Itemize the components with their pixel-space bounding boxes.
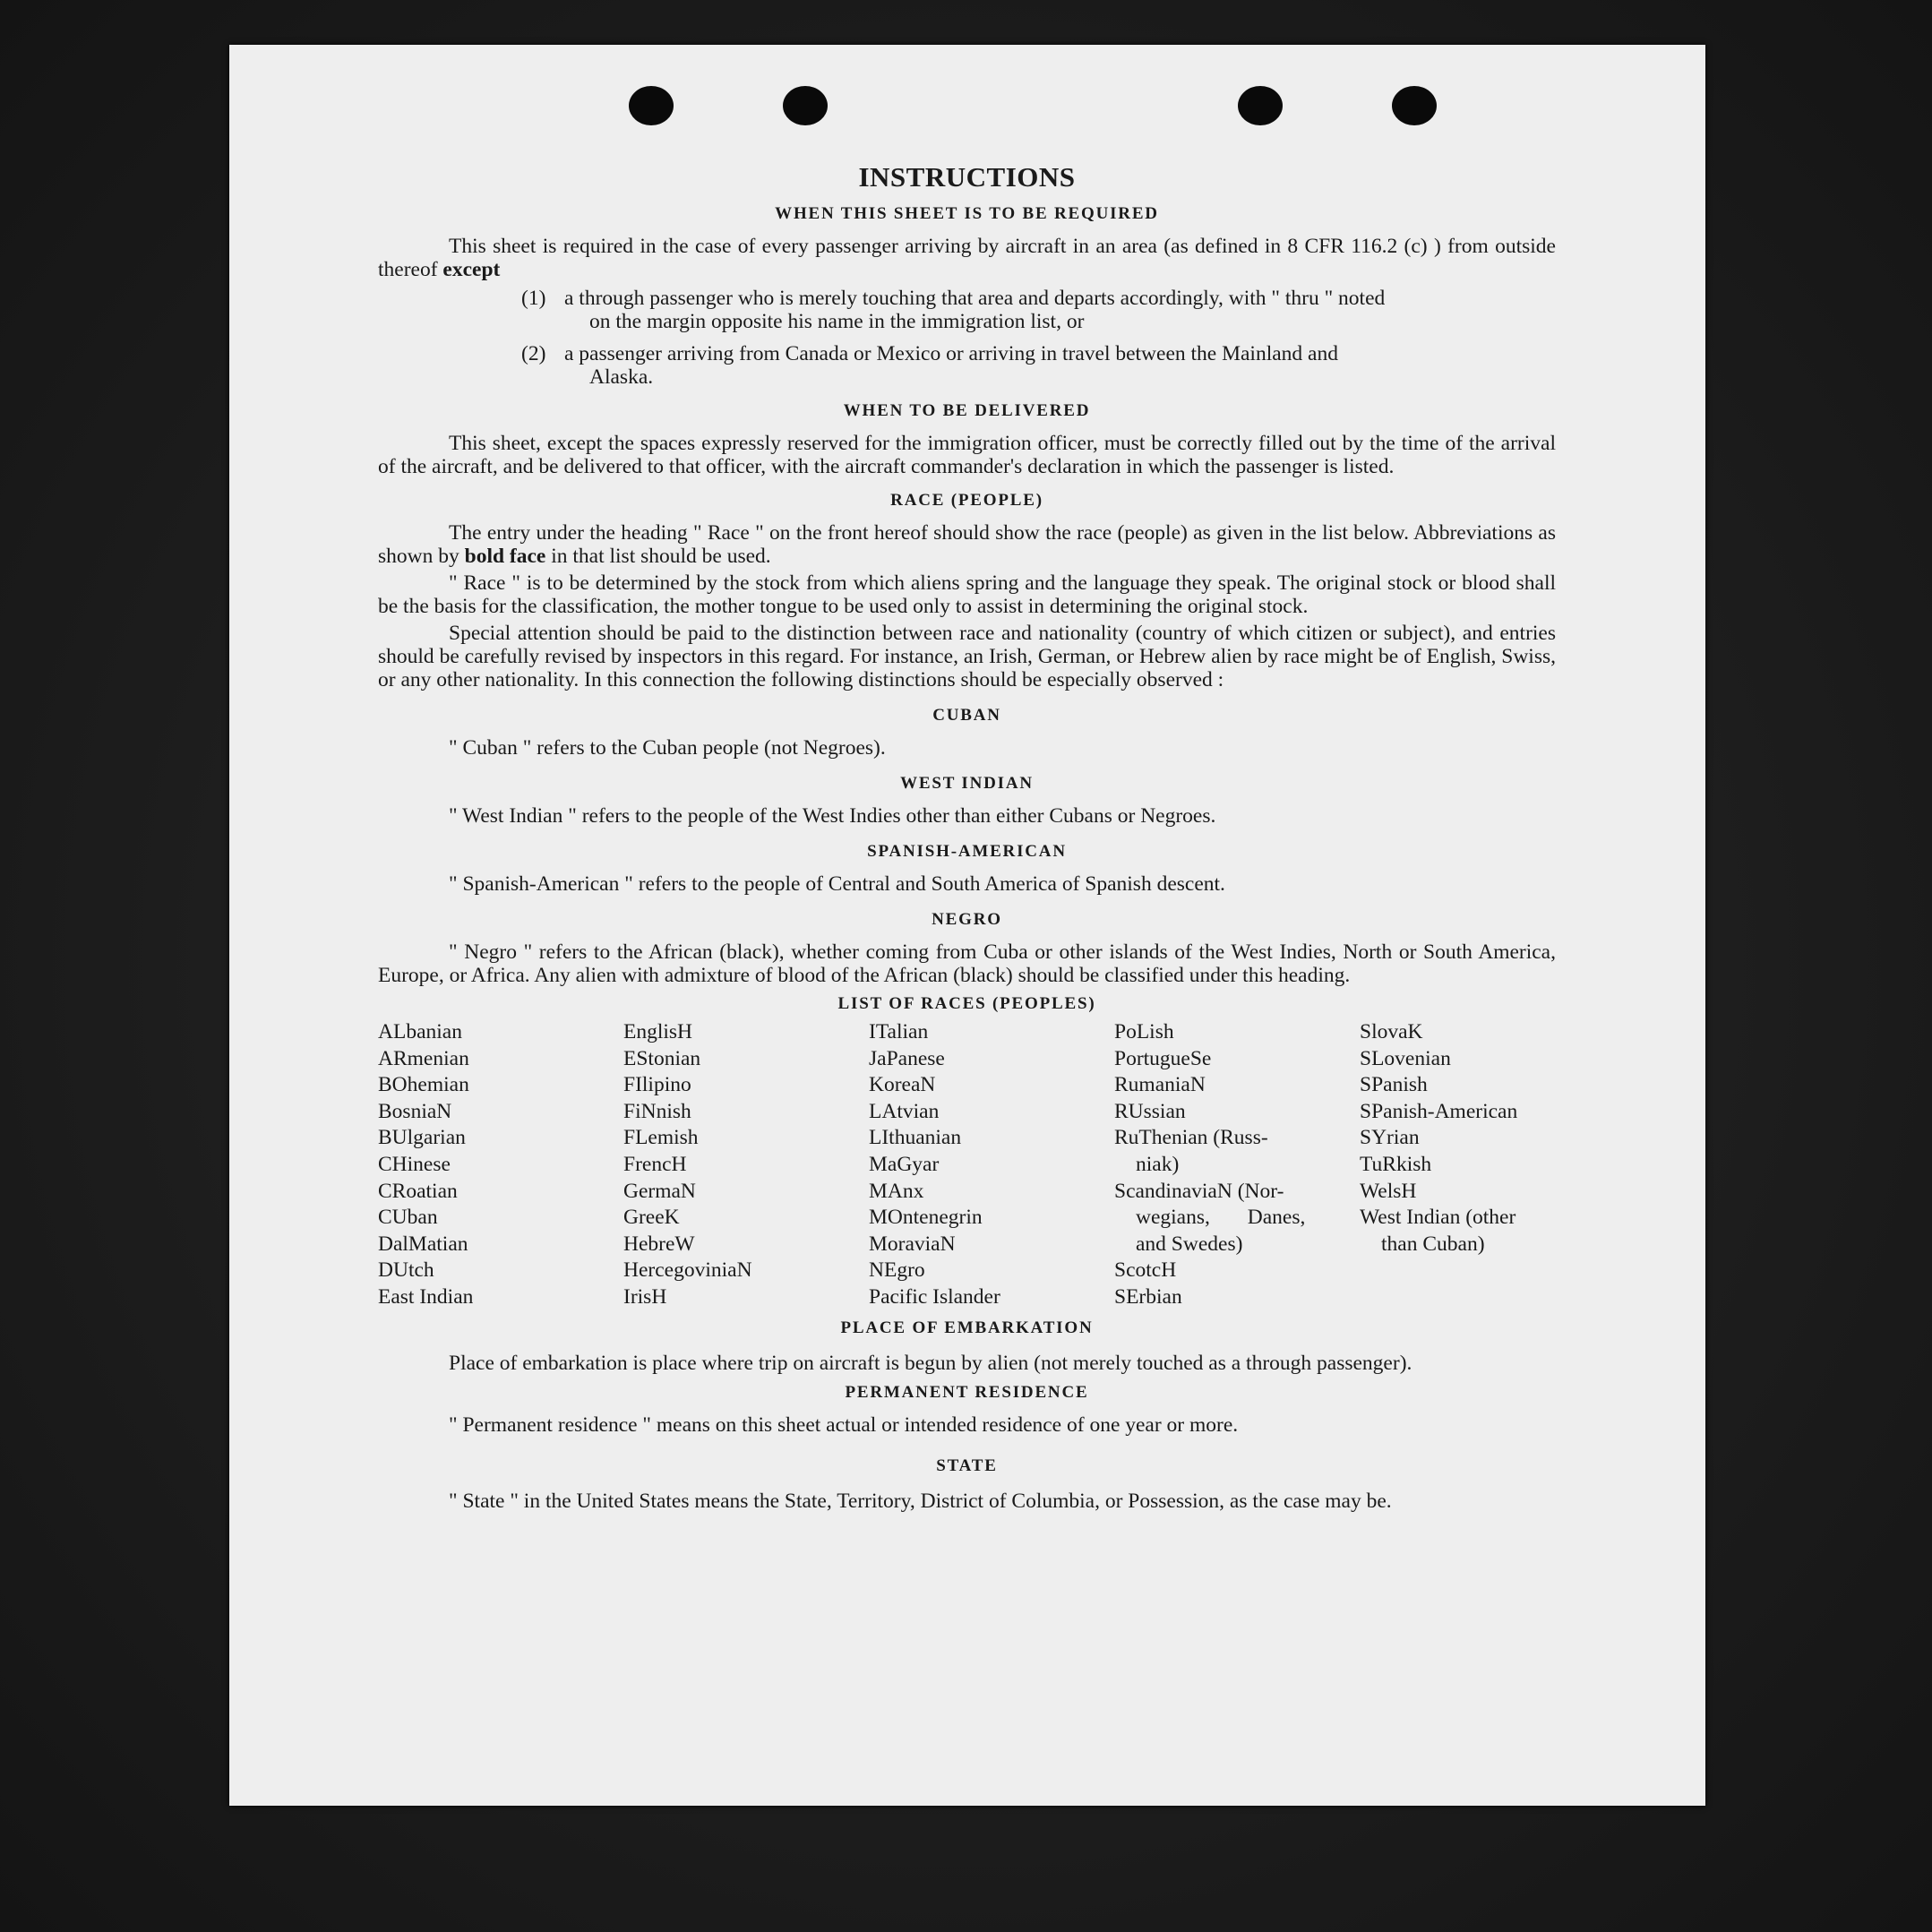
race-entry: LAtvian: [869, 1099, 940, 1123]
race-entry-continuation: wegians, Danes,: [1136, 1206, 1306, 1230]
exception-item-2: (2) a passenger arriving from Canada or Mexico or arriving in travel between the Mainland and Alaska.: [521, 342, 1338, 389]
paragraph-permanent-residence: " Permanent residence " means on this sheet actual or intended residence of one year or more.: [449, 1413, 1239, 1437]
paragraph-when-delivered: This sheet, except the spaces expressly reserved for the immigration officer, must be correctly filled out by the time of the arrival of the aircraft, and be delivered to that officer, with the aircraft commander's declaration in which the passenger is listed.: [378, 432, 1556, 478]
race-entry: HebreW: [623, 1232, 695, 1256]
race-entry: CRoatian: [378, 1179, 458, 1203]
heading-negro: NEGRO: [932, 910, 1002, 929]
race-entry: WelsH: [1360, 1179, 1417, 1203]
race-entry: MAnx: [869, 1179, 924, 1203]
paragraph-race-2: " Race " is to be determined by the stock from which aliens spring and the language they speak. The original stock or blood shall be the basis for the classification, the mother tongue to be used only to assist in determining the original stock.: [378, 571, 1556, 618]
race-column-2: [623, 1019, 869, 1311]
race-entry: CHinese: [378, 1152, 451, 1176]
paragraph-west-indian: " West Indian " refers to the people of the West Indies other than either Cubans or Negroes.: [449, 804, 1216, 828]
race-entry: BUlgarian: [378, 1126, 466, 1150]
heading-state: STATE: [936, 1455, 998, 1475]
race-entry: NEgro: [869, 1258, 925, 1283]
heading-list-of-races: LIST OF RACES (PEOPLES): [837, 994, 1096, 1013]
heading-when-required: WHEN THIS SHEET IS TO BE REQUIRED: [775, 204, 1159, 223]
paragraph-negro: " Negro " refers to the African (black), whether coming from Cuba or other islands of the West Indies, North or South America, Europe, or Africa. Any alien with admixture of blood of the African (black) should be classified under this heading.: [378, 940, 1556, 987]
race-entry: SPanish: [1360, 1073, 1428, 1097]
document-body: [378, 161, 1556, 1516]
punch-hole: [783, 86, 828, 125]
race-entry: FIlipino: [623, 1073, 691, 1097]
race-entry: SPanish-American: [1360, 1099, 1518, 1123]
paragraph-place-of-embarkation: Place of embarkation is place where trip on aircraft is begun by alien (not merely touched as a through passenger).: [449, 1351, 1413, 1375]
race-entry: West Indian (other: [1360, 1206, 1516, 1230]
race-entry: RuThenian (Russ-: [1114, 1126, 1268, 1150]
paragraph-race-3: Special attention should be paid to the distinction between race and nationality (country of which citizen or subject), and entries should be carefully revised by inspectors in this regard. For instance, an Irish, German, or Hebrew alien by race might be of English, Swiss, or any other nationality. In this connection the following distinctions should be especially observed :: [378, 622, 1556, 691]
punch-hole: [1392, 86, 1437, 125]
race-entry: SErbian: [1114, 1284, 1182, 1309]
race-entry: TuRkish: [1360, 1152, 1432, 1176]
punch-hole: [1238, 86, 1283, 125]
race-entry-continuation: than Cuban): [1381, 1232, 1485, 1256]
race-entry: MoraviaN: [869, 1232, 956, 1256]
race-entry: MOntenegrin: [869, 1206, 983, 1230]
race-entry: FrencH: [623, 1152, 687, 1176]
paragraph-cuban: " Cuban " refers to the Cuban people (not Negroes).: [449, 736, 886, 760]
race-entry: LIthuanian: [869, 1126, 962, 1150]
page-title: INSTRUCTIONS: [858, 161, 1076, 193]
heading-race: RACE (PEOPLE): [890, 491, 1043, 510]
paragraph-spanish-american: " Spanish-American " refers to the people of Central and South America of Spanish descent.: [449, 872, 1225, 896]
race-entry: ALbanian: [378, 1020, 462, 1043]
race-entry-continuation: and Swedes): [1136, 1232, 1243, 1256]
race-entry: PoLish: [1114, 1020, 1174, 1043]
paragraph-when-required: This sheet is required in the case of every passenger arriving by aircraft in an area (as defined in 8 CFR 116.2 (c) ) from outside thereof except: [378, 235, 1556, 281]
race-entry: EnglisH: [623, 1020, 693, 1043]
race-column-4: [1114, 1019, 1360, 1311]
punch-hole: [629, 86, 674, 125]
race-entry: SlovaK: [1360, 1020, 1423, 1043]
race-entry: PortugueSe: [1114, 1046, 1212, 1070]
race-entry: ARmenian: [378, 1046, 469, 1070]
heading-cuban: CUBAN: [932, 706, 1001, 725]
race-column-3: [869, 1019, 1114, 1311]
race-entry: Pacific Islander: [869, 1284, 1000, 1309]
race-entry: CUban: [378, 1206, 438, 1230]
race-entry: ScandinaviaN (Nor-: [1114, 1179, 1284, 1203]
race-entry: HercegoviniaN: [623, 1258, 752, 1283]
heading-spanish-american: SPANISH-AMERICAN: [867, 842, 1067, 861]
heading-when-delivered: WHEN TO BE DELIVERED: [843, 401, 1091, 420]
race-entry: ScotcH: [1114, 1258, 1177, 1283]
race-entry-continuation: niak): [1136, 1152, 1180, 1176]
race-column-5: [1360, 1019, 1556, 1311]
race-entry: GermaN: [623, 1179, 696, 1203]
race-entry: BosniaN: [378, 1099, 452, 1123]
race-entry: BOhemian: [378, 1073, 469, 1097]
race-entry: SLovenian: [1360, 1046, 1451, 1070]
race-entry: SYrian: [1360, 1126, 1420, 1150]
instruction-sheet: [229, 45, 1705, 1806]
race-entry: ITalian: [869, 1020, 929, 1043]
heading-west-indian: WEST INDIAN: [900, 774, 1034, 793]
race-entry: DalMatian: [378, 1232, 468, 1256]
race-entry: DUtch: [378, 1258, 434, 1283]
race-entry: East Indian: [378, 1284, 474, 1309]
race-entry: FiNnish: [623, 1099, 691, 1123]
race-entry: GreeK: [623, 1206, 680, 1230]
race-column-1: [378, 1019, 623, 1311]
paragraph-race-1: The entry under the heading " Race " on the front hereof should show the race (people) as given in the list below. Abbreviations as shown by bold face in that list should be used.: [378, 521, 1556, 568]
race-entry: FLemish: [623, 1126, 699, 1150]
heading-permanent-residence: PERMANENT RESIDENCE: [845, 1382, 1089, 1402]
race-entry: JaPanese: [869, 1046, 945, 1070]
heading-place-of-embarkation: PLACE OF EMBARKATION: [840, 1318, 1094, 1337]
race-entry: IrisH: [623, 1284, 667, 1309]
exception-item-1: (1) a through passenger who is merely touching that area and departs accordingly, with " thru " noted on the margin opposite his name in the immigration list, or: [521, 287, 1386, 333]
race-list: [378, 1019, 1556, 1311]
race-entry: KoreaN: [869, 1073, 936, 1097]
race-entry: EStonian: [623, 1046, 701, 1070]
race-entry: RumaniaN: [1114, 1073, 1206, 1097]
race-entry: MaGyar: [869, 1152, 940, 1176]
race-entry: RUssian: [1114, 1099, 1186, 1123]
paragraph-state: " State " in the United States means the State, Territory, District of Columbia, or Possession, as the case may be.: [449, 1489, 1392, 1513]
